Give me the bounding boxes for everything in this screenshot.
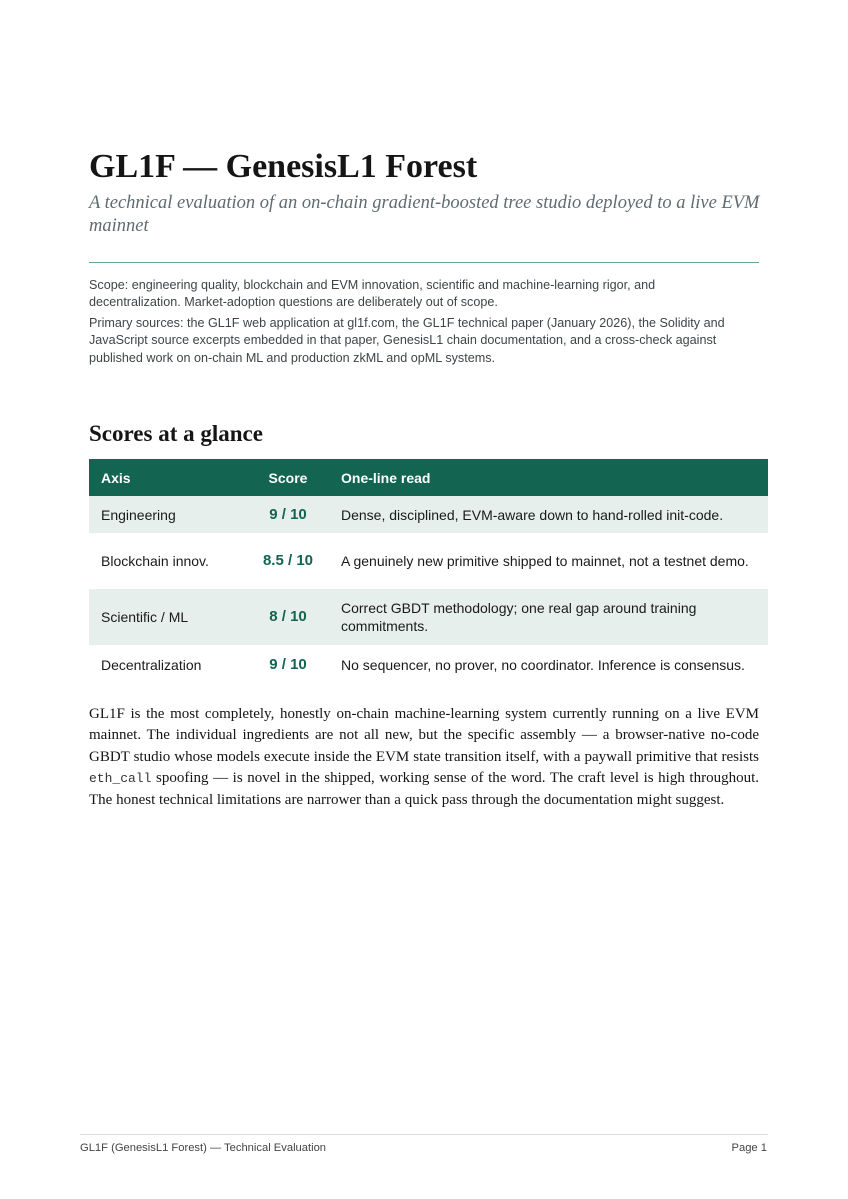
table-row [89, 533, 768, 589]
cell-read: Correct GBDT methodology; one real gap around training commitments. [329, 589, 768, 645]
column-header-score: Score [247, 459, 329, 496]
footer-divider [80, 1134, 768, 1135]
cell-read: No sequencer, no prover, no coordinator. Inference is consensus. [329, 645, 768, 685]
cell-read: Dense, disciplined, EVM-aware down to hand-rolled init-code. [329, 496, 768, 533]
scores-table [89, 459, 768, 685]
cell-score: 8 / 10 [247, 589, 329, 645]
cell-axis: Scientific / ML [89, 589, 247, 645]
column-header-read: One-line read [329, 459, 768, 496]
page-subtitle: A technical evaluation of an on-chain gradient-boosted tree studio deployed to a live EVM mainnet [89, 193, 760, 236]
cell-axis: Decentralization [89, 645, 247, 685]
scores-heading: Scores at a glance [89, 421, 263, 446]
scope-note: Scope: engineering quality, blockchain and EVM innovation, scientific and machine-learning rigor, and decentralization. Market-adoption questions are deliberately out of scope. [89, 278, 656, 310]
table-header-row [89, 459, 768, 496]
cell-read: A genuinely new primitive shipped to mainnet, not a testnet demo. [329, 533, 768, 589]
cell-score: 9 / 10 [247, 645, 329, 685]
footer-page-number: Page 1 [731, 1142, 767, 1154]
summary-paragraph [89, 704, 759, 811]
sources-note: Primary sources: the GL1F web application at gl1f.com, the GL1F technical paper (January 2026), the Solidity and JavaScript source excerpts embedded in that paper, GenesisL1 chain documentation, and a cross-check against published work on on-chain ML and production zkML and opML systems. [89, 316, 725, 365]
summary-text-part-2: spoofing — is novel in the shipped, working sense of the word. The craft level is high throughout. The honest technical limitations are narrower than a quick pass through the documentation might suggest. [89, 770, 759, 808]
cell-score: 8.5 / 10 [247, 533, 329, 589]
table-row [89, 589, 768, 645]
inline-code: eth_call [89, 771, 152, 787]
cell-axis: Engineering [89, 496, 247, 533]
table-row [89, 496, 768, 533]
cell-axis: Blockchain innov. [89, 533, 247, 589]
cell-score: 9 / 10 [247, 496, 329, 533]
table-row [89, 645, 768, 685]
column-header-axis: Axis [89, 459, 247, 496]
summary-text-part-1: GL1F is the most completely, honestly on-chain machine-learning system currently running on a live EVM mainnet. The individual ingredients are not all new, but the specific assembly — a browser-native no-code GBDT studio whose models execute inside the EVM state transition itself, with a paywall primitive that resists [89, 706, 759, 765]
title-divider [89, 262, 759, 263]
page-title: GL1F — GenesisL1 Forest [89, 148, 478, 185]
footer-document-title: GL1F (GenesisL1 Forest) — Technical Evaluation [80, 1142, 327, 1154]
